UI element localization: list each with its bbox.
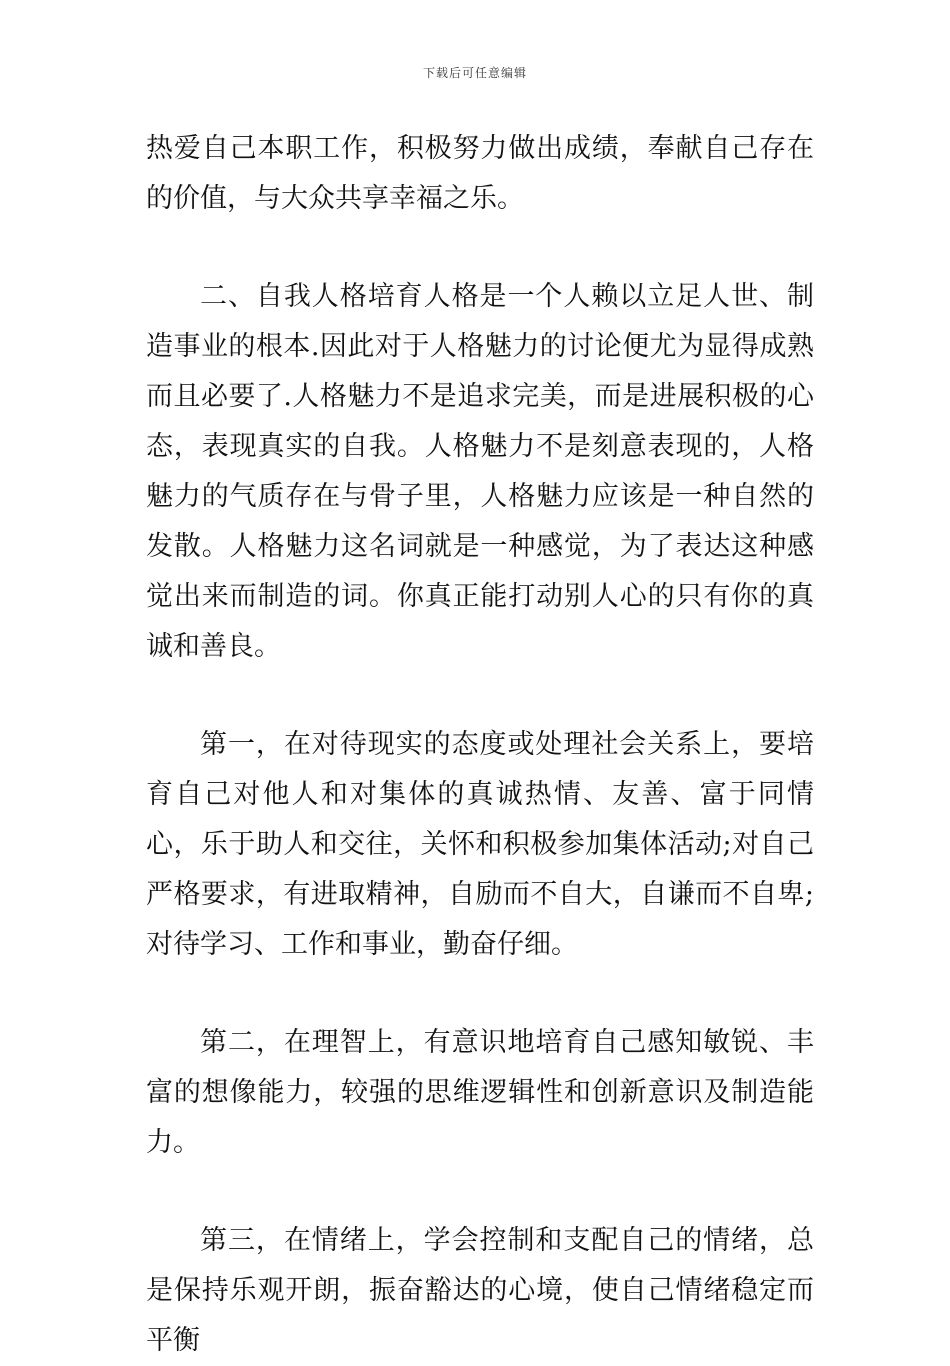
paragraph-continuation: 热爱自己本职工作，积极努力做出成绩，奉献自己存在的价值，与大众共享幸福之乐。 (146, 133, 814, 214)
paragraph-first-point: 第一，在对待现实的态度或处理社会关系上，要培育自己对他人和对集体的真诚热情、友善、富于同情心，乐于助人和交往，关怀和积极参加集体活动;对自己严格要求，有进取精神，自励而不自大，自谦而不自卑;对待学习、工作和事业，勤奋仔细。 (146, 729, 814, 960)
paragraph-personality: 二、自我人格培育人格是一个人赖以立足人世、制造事业的根本.因此对于人格魅力的讨论便尤为显得成熟而且必要了.人格魅力不是追求完美，而是进展积极的心态，表现真实的自我。人格魅力不是刻意表现的，人格魅力的气质存在与骨子里，人格魅力应该是一种自然的发散。人格魅力这名词就是一种感觉，为了表达这种感觉出来而制造的词。你真正能打动别人心的只有你的真诚和善良。 (146, 281, 814, 662)
header-note: 下载后可任意编辑 (422, 66, 527, 80)
paragraph-gap (146, 672, 814, 720)
document-body (146, 124, 814, 1366)
paragraph-gap (146, 970, 814, 1018)
paragraph-second-point: 第二，在理智上，有意识地培育自己感知敏锐、丰富的想像能力，较强的思维逻辑性和创新意识及制造能力。 (146, 1027, 814, 1158)
paragraph-gap (146, 224, 814, 272)
paragraph-third-point: 第三，在情绪上，学会控制和支配自己的情绪，总是保持乐观开朗，振奋豁达的心境，使自己情绪稳定而平衡 (146, 1225, 814, 1356)
paragraph-gap (146, 1168, 814, 1216)
